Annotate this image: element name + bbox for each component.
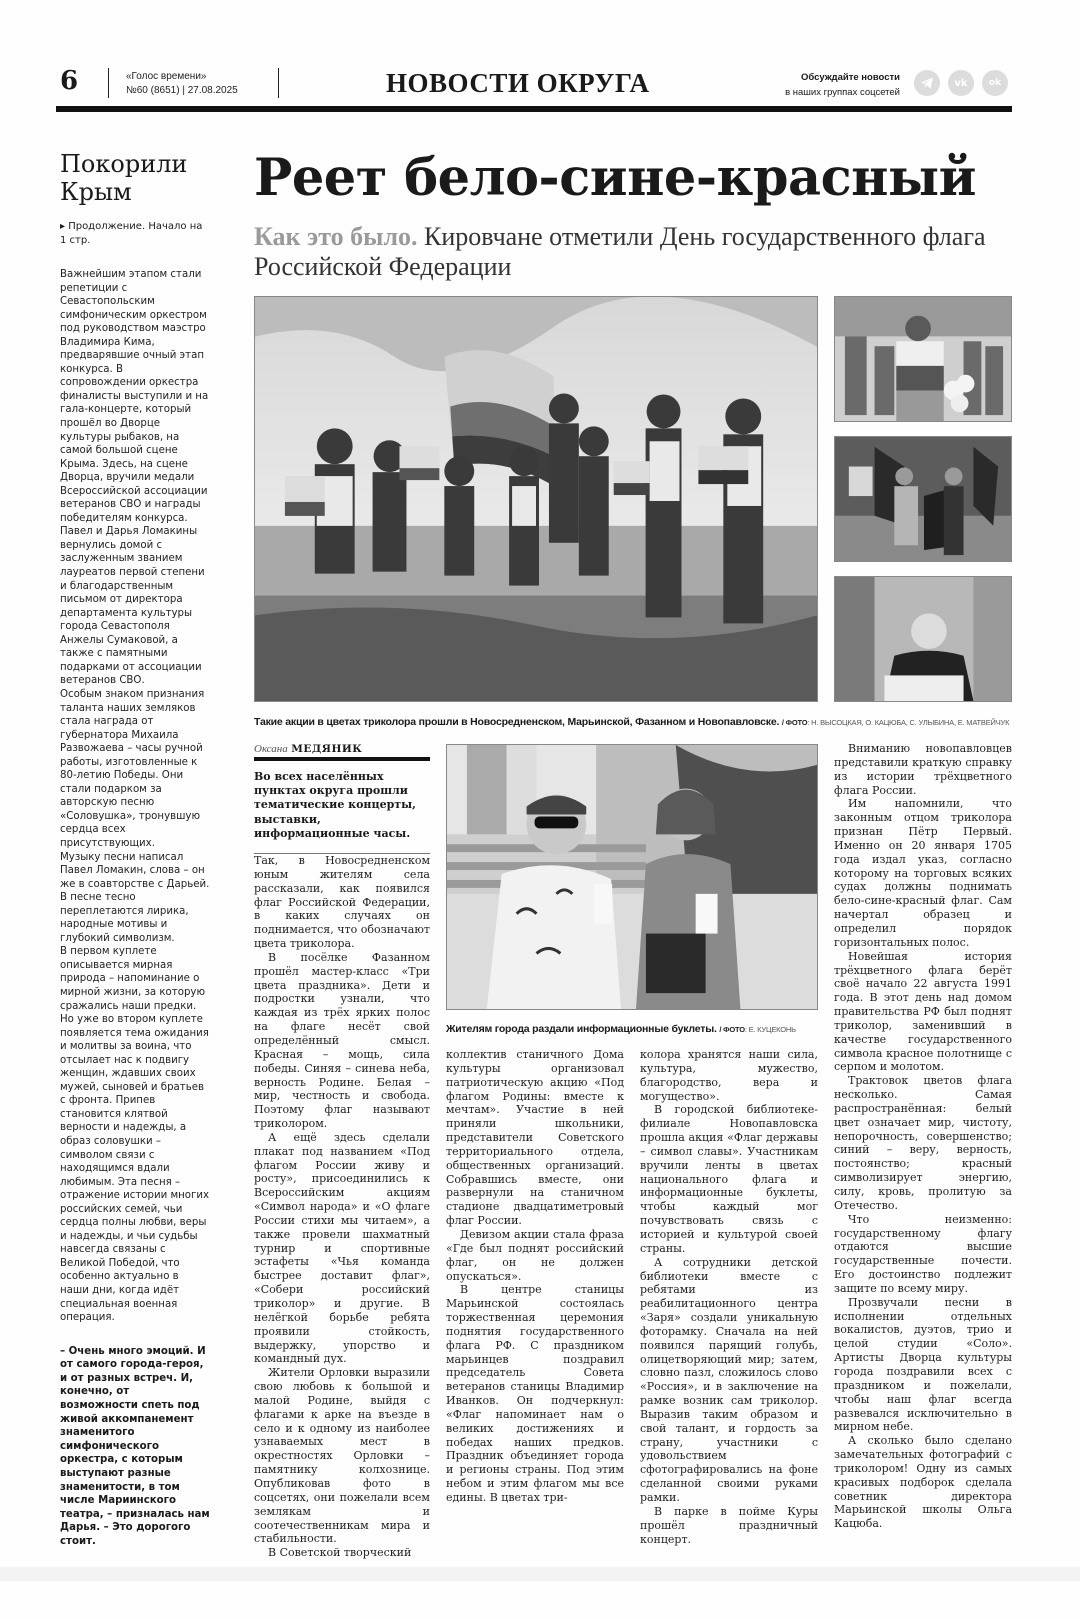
paragraph: Что неизменно: государственному флагу отдаются высшие государственные почести. Его достоинство подлежит защите по всему миру. — [834, 1212, 1012, 1295]
paragraph: Жители Орловки выразили свою любовь к большой и малой Родине, выйдя с флагами к арке на въезде в село и к одному из наиболее узнаваемых мест в окрестностях Орловки – памятнику колхознице. Опубликовав фото в соцсетях, они пожелали всем землякам и соотечественникам мира и стабильности. — [254, 1366, 430, 1546]
left-article-title-line: Покорили — [60, 150, 188, 178]
subtitle-text: Кировчане отметили День государственного флага Российской Федерации — [254, 222, 986, 281]
issue-number-date: №60 (8651) | 27.08.2025 — [126, 85, 238, 96]
photo1-caption — [254, 716, 1014, 728]
paragraph: В Советской творческий — [268, 1546, 412, 1560]
article-column-2 — [446, 1048, 624, 1505]
paragraph: В городской библиотеке-филиале Новопавловска прошла акция «Флаг державы – символ славы». Участникам вручили ленты в цветах национального флага и информационные буклеты, чтобы каждый мог почувствовать связь с историей и культурой своей страны. — [640, 1103, 818, 1255]
odnoklassniki-icon[interactable]: ok — [982, 70, 1008, 96]
header-divider — [278, 68, 279, 98]
newspaper-name: «Голос времени» — [126, 71, 207, 82]
photo1-credit: : Н. ВЫСОЦКАЯ, О. КАЦЮБА, С. УЛЫБИНА, Е. МАТВЕЙЧУК — [807, 718, 1010, 727]
vk-icon[interactable]: vk — [948, 70, 974, 96]
paragraph: В парке в пойме Куры прошёл праздничный концерт. — [640, 1504, 818, 1546]
section-title: НОВОСТИ ОКРУГА — [386, 68, 650, 98]
author-first-name: Оксана — [254, 743, 288, 755]
photo2-caption-text: Жителям города раздали информационные буклеты. — [446, 1023, 717, 1035]
subtitle-kicker: Как это было. — [254, 222, 418, 251]
page-number: 6 — [60, 66, 79, 96]
photo-women-with-booklets — [446, 744, 818, 1010]
photo-family-with-flags — [834, 436, 1012, 562]
paragraph: Важнейшим этапом стали репетиции с Севастопольским симфоническим оркестром под руководством маэстро Владимира Кима, предварявшие очный этап конкурса. В сопровождении оркестра финалисты выступили и на гала-концерте, который прошёл во Дворце культуры рыбаков, на самой большой сцене Крыма. Здесь, на сцене Дворца, вручили медали Всероссийской ассоциации ветеранов СВО и награды победителям конкурса. — [60, 269, 209, 524]
left-article — [60, 150, 210, 1549]
paragraph: А сколько было сделано замечательных фотографий с триколором! Одну из самых красивых подборок сделала советник директора Марьинской школы Ольга Кацюба. — [834, 1434, 1012, 1531]
paragraph: А сотрудники детской библиотеки вместе с ребятами из реабилитационного центра «Заря» создали уникальную фоторамку. Сначала на ней появился парящий голубь, олицетворяющий мир; затем, словно пазл, сложилось слово «Россия», и в заключение на рамке возник сам триколор. Выразив таким образом и свой талант, и гордость за страну, участники с удовольствием сфотографировались на фоне сделанной своими руками рамки. — [640, 1255, 818, 1504]
author-last-name: МЕДЯНИК — [291, 743, 363, 755]
byline — [254, 742, 430, 761]
social-promo — [785, 70, 900, 100]
photo2-credit-label: / ФОТО — [719, 1025, 745, 1034]
paragraph: Вниманию новопавловцев представили краткую справку из истории трёхцветного флага России. — [834, 742, 1012, 797]
paragraph: А ещё здесь сделали плакат под названием «Под флагом России живу и росту», присоединились к Всероссийским акциям «Символ народа» и «О флаге России стихи мы читаем», а также провели шахматный турнир и спортивные эстафеты «Чья команда быстрее доставит флаг», «Собери российский триколор» и другие. В нелёгкой борьбе ребята проявили стойкость, выдержку, упорство и командный дух. — [254, 1130, 430, 1366]
paragraph: В посёлке Фазанном прошёл мастер-класс «Три цвета праздника». Дети и подростки узнали, что каждая из трёх ярких полос на флаге несёт свой определённый смысл. Красная – мощь, сила победы. Синяя – синева неба, верность Родине. Белая – мир, честность и свобода. Поэтому флаг называют триколором. — [254, 950, 430, 1131]
page-bottom-band — [0, 1567, 1080, 1581]
paragraph: В центре станицы Марьинской состоялась торжественная церемония поднятия государственного флага РФ. С праздником марьинцев поздравил председатель Совета ветеранов станицы Владимир Иванков. Он подчеркнул: «Флаг напоминает нам о великих достижениях и победах наших предков. Праздник объединяет города и регионы страны. Под этим небом и этим флагом мы все едины. В цветах три- — [446, 1283, 624, 1504]
paragraph: Новейшая история трёхцветного флага берёт своё начало 22 августа 1991 года. В этот день над домом правительства РФ был поднят триколор, заменивший в качестве государственного символа красное полотнище с серпом и молотом. — [834, 949, 1012, 1074]
article-lead: Во всех населённых пунктах округа прошли тематические концерты, выставки, информационные часы. — [254, 770, 430, 854]
social-promo-line1: Обсуждайте новости — [801, 72, 900, 83]
left-article-quote: – Очень много эмоций. И от самого города-героя, и от разных встреч. И, конечно, от возможности спеть под живой аккомпанемент знаменитого симфонического оркестра, с которым выступают разные знаменитости, в том числе Мариинского театра, – призналась нам Дарья. – Это дорогого стоит. — [60, 1345, 210, 1547]
header-divider — [108, 68, 109, 98]
continuation-note: ▸ Продолжение. Начало на 1 стр. — [60, 221, 203, 246]
paragraph: Музыку песни написал Павел Ломакин, слова – он же в соавторстве с Дарьей. В песне тесно переплетаются лирика, народные мотивы и глубокий символизм. — [60, 851, 210, 944]
paragraph: Трактовок цветов флага несколько. Самая распространённая: белый цвет означает мир, чистоту, непорочность, совершенство; синий – веру, верность, постоянство; красный символизирует энергию, силу, кровь, пролитую за Отечество. — [834, 1074, 1012, 1212]
photo2-caption — [446, 1023, 816, 1035]
main-article-subtitle — [254, 222, 1014, 282]
paragraph: коллектив станичного Дома культуры организовал патриотическую акцию «Под флагом Родины: вместе к мечтам». Участие в ней приняли школьники, представители Советского территориального отдела, общественных организаций. Собравшись вместе, они развернули на станичном стадионе двадцатиметровый флаг России. — [446, 1048, 624, 1228]
paragraph: Им напомнили, что законным отцом триколора признан Пётр Первый. Именно он 20 января 1705 года издал указ, согласно которому на торговых всяких судах должны поднимать бело-сине-красный флаг. Сам начертал образец и определил порядок горизонтальных полос. — [834, 797, 1012, 949]
left-article-title-line: Крым — [60, 178, 132, 206]
header-rule — [56, 106, 1012, 112]
article-column-3 — [640, 1048, 818, 1546]
article-column-1 — [254, 854, 430, 1560]
paragraph: колора хранятся наши сила, культура, мужество, благородство, вера и могущество». — [640, 1048, 818, 1103]
issue-info — [126, 70, 238, 98]
left-article-title — [60, 150, 210, 206]
photo-woman-with-photoframe — [834, 576, 1012, 702]
photo-children-with-flags — [254, 296, 818, 702]
paragraph: Так, в Новосредненском юным жителям села рассказали, как появился флаг Российской Федерации, в каких случаях он поднимается, что обозначают цвета триколора. — [254, 854, 430, 951]
page-header — [56, 64, 1012, 104]
photo-boy-with-microphone — [834, 296, 1012, 422]
paragraph: Павел и Дарья Ломакины вернулись домой с заслуженным званием лауреатов первой степени и благодарственным письмом от директора департамента культуры города Севастополя Анжелы Сумаковой, а также с памятными подарками от ассоциации ветеранов СВО. — [60, 526, 205, 687]
photo2-credit: : Е. КУЦЕКОНЬ — [744, 1025, 796, 1034]
telegram-icon[interactable] — [914, 70, 940, 96]
photo1-caption-text: Такие акции в цветах триколора прошли в Новосредненском, Марьинской, Фазанном и Новопавловске. — [254, 716, 780, 728]
paragraph: Девизом акции стала фраза «Где был поднят российский флаг, он не должен опускаться». — [446, 1227, 624, 1283]
photo1-credit-label: / ФОТО — [781, 718, 808, 727]
paragraph: В первом куплете описывается мирная природа – напоминание о мирной жизни, за которую сражались наши предки. Но уже во втором куплете появляется тема ожидания и молитвы за воина, что отсылает нас к подвигу женщин, ждавших своих мужей, сыновей и братьев с фронта. Припев становится клятвой верности и надежды, а образ соловушки – символом связи с находящимся вдали любимым. Эта песня – отражение истории многих российских семей, чьи сердца полны любви, веры и надежды, и чьи судьбы навсегда связаны с Великой Победой, что особенно актуально в наши дни, когда идёт специальная военная операция. — [60, 946, 210, 1324]
main-article-title: Реет бело-сине-красный — [254, 148, 976, 208]
paragraph: Прозвучали песни в исполнении отдельных вокалистов, дуэтов, трио и целой студии «Соло». Артисты Дворца культуры города поздравили всех с праздником и пожелали, чтобы наш флаг всегда развевался исключительно в мирном небе. — [834, 1295, 1012, 1434]
social-promo-line2: в наших группах соцсетей — [785, 87, 900, 98]
article-column-4 — [834, 742, 1012, 1531]
paragraph: Особым знаком признания таланта наших земляков стала награда от губернатора Михаила Развожаева – часы ручной работы, изготовленные к 80-летию Победы. Они стали подарком за авторскую песню «Соловушка», тронувшую сердца всех присутствующих. — [60, 688, 205, 849]
left-article-body — [60, 268, 210, 1325]
